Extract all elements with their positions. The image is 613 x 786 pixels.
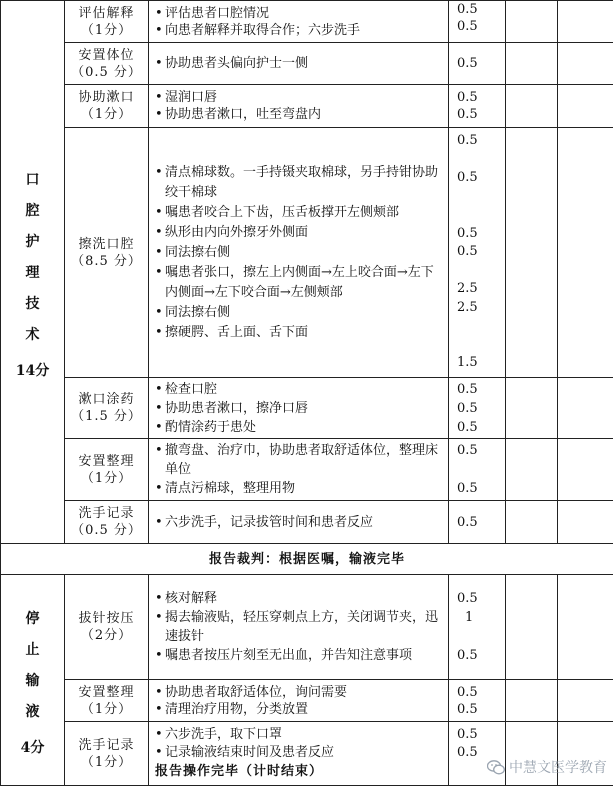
watermark (487, 757, 607, 777)
step-items: • 核对解释 • 揭去输液贴，轻压穿刺点上方，关闭调节夹，迅速拔针 • 嘱患者按压片刻至无出血，并告知注意事项 (149, 575, 449, 680)
step-scores: 0.5 (449, 501, 506, 544)
step-scores: 0.5 1 0.5 (449, 575, 506, 680)
report-banner: 报告裁判：根据医嘱，输液完毕 (1, 544, 613, 575)
step-scores: 0.5 0.5 0.5 0.5 2.5 2.5 1.5 (449, 128, 506, 378)
section-label-stop-infusion: 停 止 输 液 4分 (1, 575, 65, 786)
step-items: • 清点棉球数。一手持镊夹取棉球，另手持钳协助绞干棉球 • 嘱患者咬合上下齿，压舌板撑开左侧颊部 • 纵形由内向外擦牙外侧面 • 同法擦右侧 • 嘱患者张口，擦左上内侧面→左上咬合面→左下内侧面→左下咬合面→左侧颊部 • 同法擦右侧 • 擦硬腭、舌上面、舌下面 (149, 128, 449, 378)
table-row (1, 378, 613, 439)
table-row (1, 85, 613, 128)
step-name: 洗手记录 （1分） (65, 722, 149, 786)
step-items: • 协助患者头偏向护士一侧 (149, 43, 449, 85)
step-name: 擦洗口腔 （8.5 分） (65, 128, 149, 378)
section-label-oral-care: 口 腔 护 理 技 术 14分 (1, 1, 65, 544)
step-scores: 0.5 0.5 0.5 (449, 378, 506, 439)
table-row (1, 501, 613, 544)
table-row (1, 43, 613, 85)
step-scores: 0.5 0.5 (449, 722, 506, 786)
step-name: 拔针按压 （2分） (65, 575, 149, 680)
step-items: • 湿润口唇 • 协助患者漱口，吐至弯盘内 (149, 85, 449, 128)
step-name: 安置整理 （1分） (65, 680, 149, 722)
step-scores: 0.5 0.5 (449, 439, 506, 501)
report-complete-note: 报告操作完毕（计时结束） (153, 762, 444, 782)
table-row (1, 128, 613, 378)
step-items: • 六步洗手，取下口罩 • 记录输液结束时间及患者反应 报告操作完毕（计时结束） (149, 722, 449, 786)
step-items: • 撤弯盘、治疗巾，协助患者取舒适体位，整理床单位 • 清点污棉球，整理用物 (149, 439, 449, 501)
step-scores: 0.5 0.5 (449, 85, 506, 128)
step-name: 安置体位 （0.5 分） (65, 43, 149, 85)
step-name: 漱口涂药 （1.5 分） (65, 378, 149, 439)
step-items: • 六步洗手，记录拔管时间和患者反应 (149, 501, 449, 544)
step-name: 安置整理 （1分） (65, 439, 149, 501)
table-row (1, 575, 613, 680)
table-row (1, 544, 613, 575)
table-row (1, 680, 613, 722)
watermark-text: 中慧文医学教育 (509, 757, 607, 777)
step-scores: 0.5 0.5 (449, 680, 506, 722)
wechat-icon (487, 760, 505, 775)
step-name: 评估解释 （1分） (65, 1, 149, 43)
table-row (1, 1, 613, 43)
step-items: • 协助患者取舒适体位，询问需要 • 清理治疗用物，分类放置 (149, 680, 449, 722)
table-row (1, 439, 613, 501)
section-total: 14分 (1, 363, 64, 380)
step-scores: 0.5 0.5 (449, 1, 506, 43)
step-name: 洗手记录 （0.5 分） (65, 501, 149, 544)
step-items: • 检查口腔 • 协助患者漱口，擦净口唇 • 酌情涂药于患处 (149, 378, 449, 439)
step-items: • 评估患者口腔情况 • 向患者解释并取得合作；六步洗手 (149, 1, 449, 43)
section-total: 4分 (1, 740, 64, 757)
step-name: 协助漱口 （1分） (65, 85, 149, 128)
step-scores: 0.5 (449, 43, 506, 85)
